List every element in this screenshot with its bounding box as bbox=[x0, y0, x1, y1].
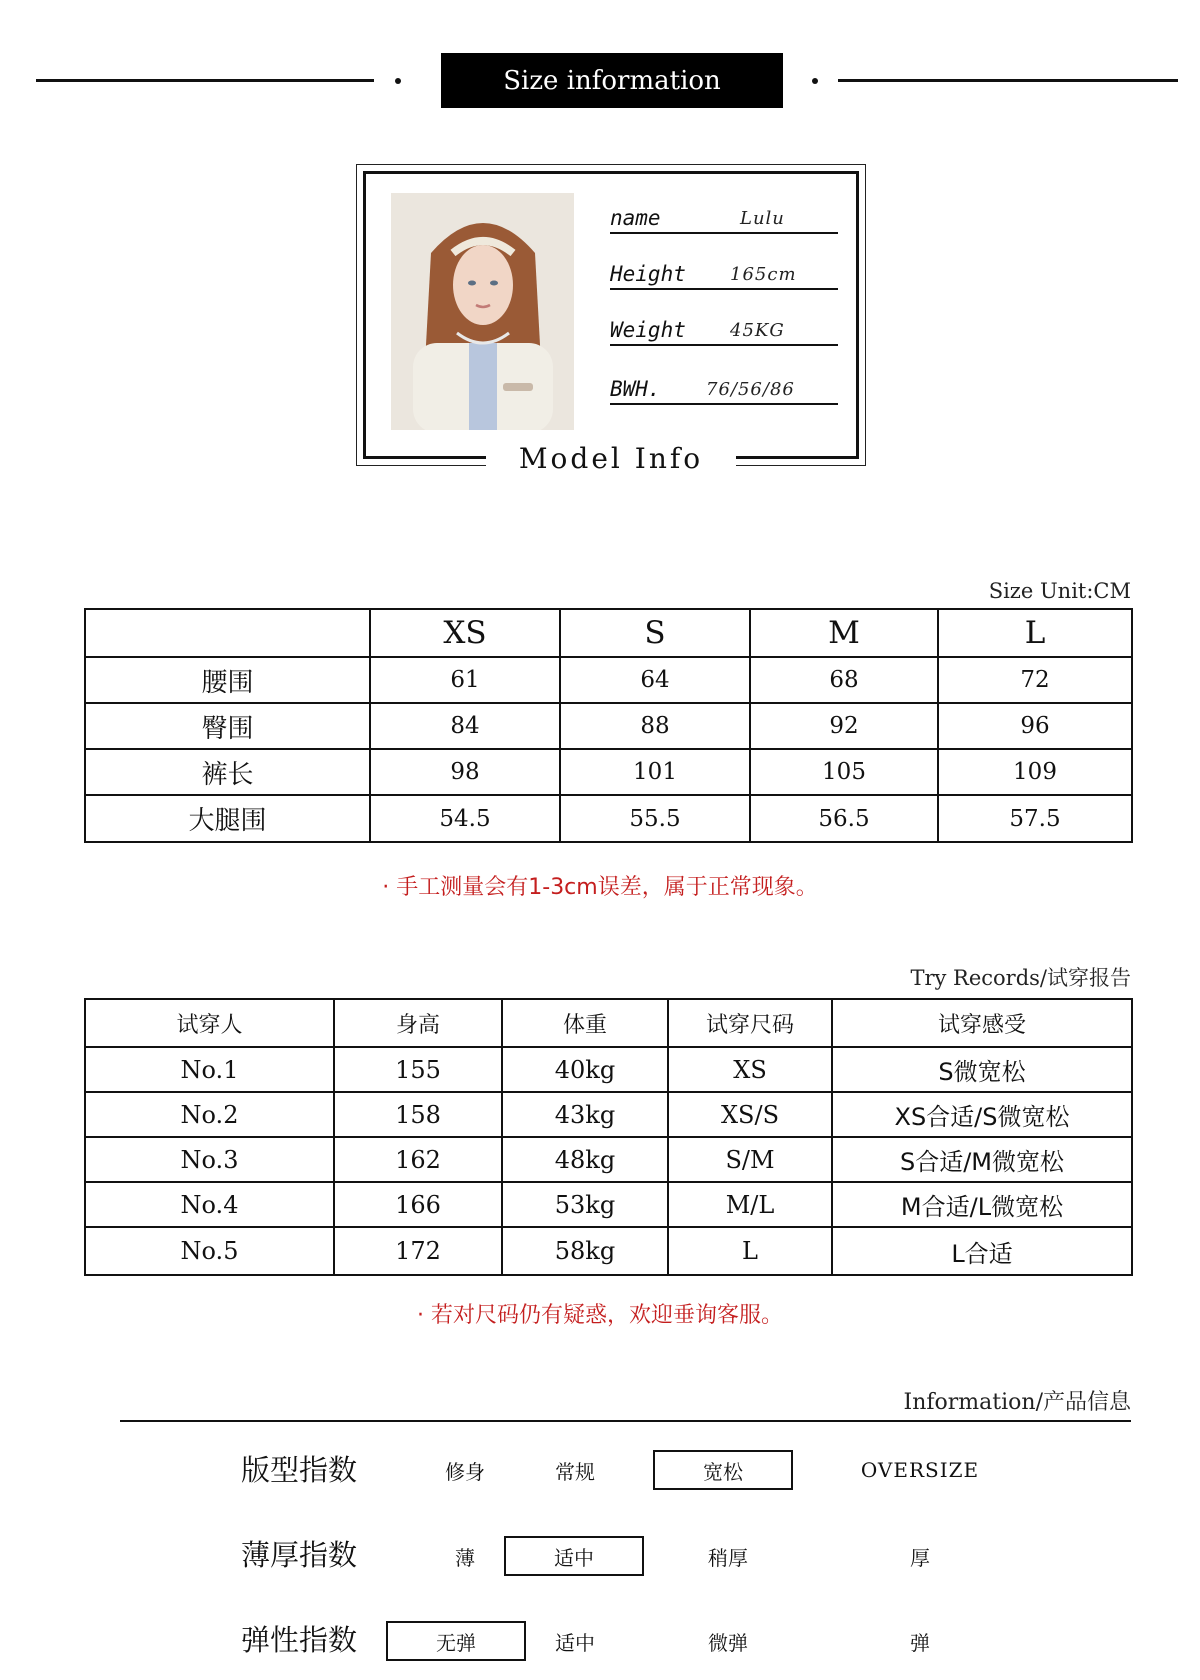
size-row-label: 大腿围 bbox=[85, 795, 370, 842]
size-row-hip bbox=[85, 703, 1132, 749]
elasticity-option-medium: 适中 bbox=[555, 1630, 595, 1655]
section-title: Size information bbox=[441, 53, 783, 108]
size-row-label: 裤长 bbox=[85, 749, 370, 795]
model-photo bbox=[391, 193, 574, 430]
model-weight-label: Weight bbox=[610, 318, 686, 342]
try-cell: 155 bbox=[334, 1047, 502, 1092]
model-bwh-value: 76/56/86 bbox=[706, 379, 795, 400]
thickness-option-thick: 厚 bbox=[910, 1545, 930, 1570]
thickness-option-thin: 薄 bbox=[455, 1545, 475, 1570]
fit-option-oversize: OVERSIZE bbox=[860, 1458, 980, 1482]
product-info-title: Information/产品信息 bbox=[903, 1390, 1131, 1415]
try-cell: 158 bbox=[334, 1092, 502, 1137]
try-cell: No.3 bbox=[85, 1137, 334, 1182]
model-name-value: Lulu bbox=[740, 208, 785, 229]
model-name-row bbox=[610, 194, 838, 234]
elasticity-index-label: 弹性指数 bbox=[241, 1623, 358, 1657]
try-cell: No.5 bbox=[85, 1227, 334, 1275]
header-left-dot bbox=[395, 78, 401, 84]
size-cell: 54.5 bbox=[370, 795, 560, 842]
try-cell: S微宽松 bbox=[832, 1047, 1132, 1092]
try-cell: No.4 bbox=[85, 1182, 334, 1227]
elasticity-option-stretch: 弹 bbox=[910, 1630, 930, 1655]
try-cell: 172 bbox=[334, 1227, 502, 1275]
size-header-l: L bbox=[938, 609, 1132, 657]
fit-option-slim: 修身 bbox=[445, 1459, 485, 1484]
try-row bbox=[85, 1227, 1132, 1275]
size-header-xs: XS bbox=[370, 609, 560, 657]
try-row bbox=[85, 1137, 1132, 1182]
try-cell: 48kg bbox=[502, 1137, 668, 1182]
model-photo-illustration bbox=[391, 193, 574, 430]
try-header-cell: 试穿感受 bbox=[832, 999, 1132, 1047]
header-right-rule bbox=[838, 79, 1178, 82]
try-records-table bbox=[84, 998, 1133, 1276]
try-row bbox=[85, 1182, 1132, 1227]
size-row-length bbox=[85, 749, 1132, 795]
fit-index-label: 版型指数 bbox=[241, 1453, 358, 1487]
size-cell: 61 bbox=[370, 657, 560, 703]
try-header-cell: 身高 bbox=[334, 999, 502, 1047]
product-info-header bbox=[120, 1386, 1131, 1422]
model-bwh-label: BWH. bbox=[610, 377, 661, 401]
try-row bbox=[85, 1092, 1132, 1137]
try-cell: No.1 bbox=[85, 1047, 334, 1092]
try-cell: 53kg bbox=[502, 1182, 668, 1227]
size-cell: 109 bbox=[938, 749, 1132, 795]
size-table bbox=[84, 608, 1133, 843]
thickness-option-medium-selected: 适中 bbox=[504, 1536, 644, 1576]
try-cell: M/L bbox=[668, 1182, 832, 1227]
try-cell: XS/S bbox=[668, 1092, 832, 1137]
try-header-cell: 试穿尺码 bbox=[668, 999, 832, 1047]
size-cell: 55.5 bbox=[560, 795, 750, 842]
size-cell: 57.5 bbox=[938, 795, 1132, 842]
try-cell: 166 bbox=[334, 1182, 502, 1227]
size-header-m: M bbox=[750, 609, 938, 657]
try-cell: 58kg bbox=[502, 1227, 668, 1275]
model-weight-value: 45KG bbox=[730, 320, 785, 341]
size-unit-label: Size Unit:CM bbox=[988, 579, 1131, 603]
try-cell: M合适/L微宽松 bbox=[832, 1182, 1132, 1227]
thickness-index-label: 薄厚指数 bbox=[241, 1538, 358, 1572]
try-row bbox=[85, 1047, 1132, 1092]
elasticity-option-none-selected: 无弹 bbox=[386, 1621, 526, 1661]
try-cell: 162 bbox=[334, 1137, 502, 1182]
try-records-note: · 若对尺码仍有疑惑，欢迎垂询客服。 bbox=[417, 1303, 783, 1328]
model-bwh-row bbox=[610, 365, 838, 405]
try-table-header bbox=[85, 999, 1132, 1047]
size-cell: 68 bbox=[750, 657, 938, 703]
header-left-rule bbox=[36, 79, 374, 82]
size-cell: 88 bbox=[560, 703, 750, 749]
model-height-label: Height bbox=[610, 262, 686, 286]
size-table-header bbox=[85, 609, 1132, 657]
try-cell: XS合适/S微宽松 bbox=[832, 1092, 1132, 1137]
try-cell: XS bbox=[668, 1047, 832, 1092]
try-cell: No.2 bbox=[85, 1092, 334, 1137]
size-cell: 84 bbox=[370, 703, 560, 749]
size-cell: 98 bbox=[370, 749, 560, 795]
size-cell: 101 bbox=[560, 749, 750, 795]
size-header-corner bbox=[85, 609, 370, 657]
elasticity-option-slight: 微弹 bbox=[708, 1630, 748, 1655]
size-header-s: S bbox=[560, 609, 750, 657]
size-note: · 手工测量会有1-3cm误差，属于正常现象。 bbox=[382, 875, 818, 900]
try-header-cell: 体重 bbox=[502, 999, 668, 1047]
fit-option-regular: 常规 bbox=[555, 1459, 595, 1484]
model-height-value: 165cm bbox=[730, 264, 797, 285]
size-row-waist bbox=[85, 657, 1132, 703]
size-row-thigh bbox=[85, 795, 1132, 842]
try-cell: L合适 bbox=[832, 1227, 1132, 1275]
model-card-title: Model Info bbox=[518, 442, 704, 475]
size-cell: 72 bbox=[938, 657, 1132, 703]
size-cell: 64 bbox=[560, 657, 750, 703]
size-row-label: 臀围 bbox=[85, 703, 370, 749]
try-header-cell: 试穿人 bbox=[85, 999, 334, 1047]
try-cell: L bbox=[668, 1227, 832, 1275]
fit-option-loose-selected: 宽松 bbox=[653, 1450, 793, 1490]
model-name-label: name bbox=[610, 206, 661, 230]
header-right-dot bbox=[812, 78, 818, 84]
thickness-option-slightly-thick: 稍厚 bbox=[708, 1545, 748, 1570]
try-records-title: Try Records/试穿报告 bbox=[910, 966, 1131, 990]
size-cell: 92 bbox=[750, 703, 938, 749]
try-cell: S/M bbox=[668, 1137, 832, 1182]
size-cell: 105 bbox=[750, 749, 938, 795]
model-weight-row bbox=[610, 306, 838, 346]
size-cell: 96 bbox=[938, 703, 1132, 749]
try-cell: 43kg bbox=[502, 1092, 668, 1137]
try-cell: 40kg bbox=[502, 1047, 668, 1092]
size-cell: 56.5 bbox=[750, 795, 938, 842]
model-height-row bbox=[610, 250, 838, 290]
try-cell: S合适/M微宽松 bbox=[832, 1137, 1132, 1182]
size-row-label: 腰围 bbox=[85, 657, 370, 703]
